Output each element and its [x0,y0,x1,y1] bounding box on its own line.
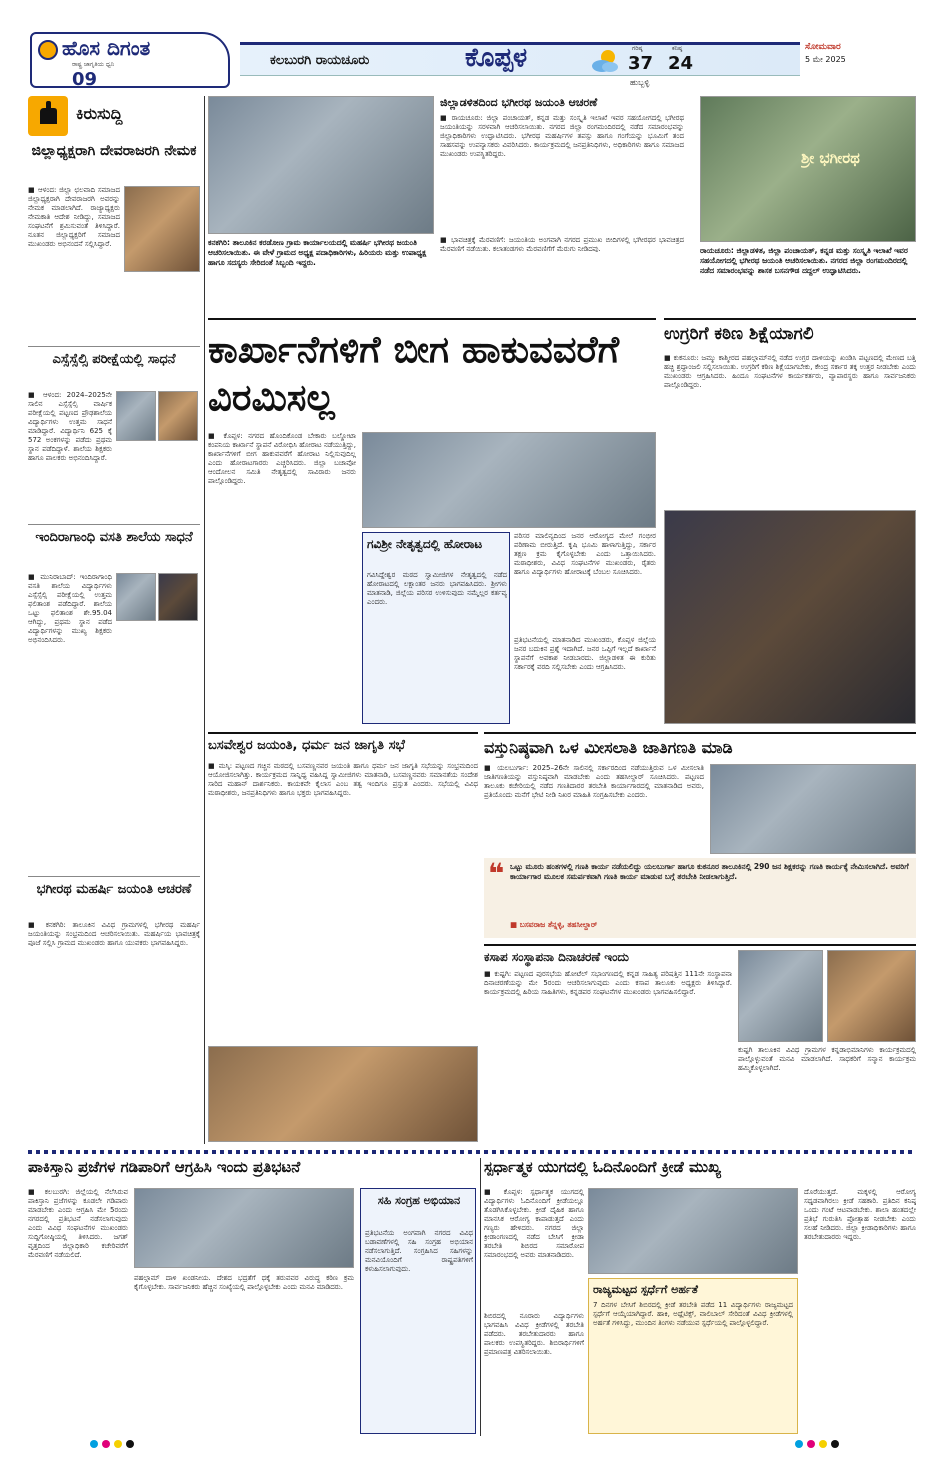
protest-photo [362,432,656,528]
jatiganati-body: ■ ಯಲಬುರ್ಗಾ: 2025–26ನೇ ಸಾಲಿನಲ್ಲಿ ಸರ್ಕಾರದಿಂದ ನಡೆಯುತ್ತಿರುವ ಒಳ ಮೀಸಲಾತಿ ಜಾತಿಗಣತಿಯನ್ನು ವಸ್ತುನಿಷ್ಠವಾಗಿ ಮಾಡಬೇಕು ಎಂದು ತಹಸೀಲ್ದಾರ್ ಸೂಚಿಸಿದರು. ಪಟ್ಟಣದ ತಾಲೂಕು ಕಚೇರಿಯಲ್ಲಿ ನಡೆದ ಗಣತಿದಾರರ ತರಬೇತಿ ಕಾರ್ಯಾಗಾರದಲ್ಲಿ ಮಾತನಾಡಿದ ಅವರು, ಪ್ರತಿಯೊಂದು ಮನೆಗೆ ಭೇಟಿ ನೀಡಿ ನಿಖರ ಮಾಹಿತಿ ಸಂಗ್ರಹಿಸಬೇಕು ಎಂದರು. [484,764,704,799]
seers-photo [208,1046,478,1142]
top-story-center [440,96,684,298]
logo-block[interactable] [30,32,230,88]
item-headline: ಭಗೀರಥ ಮಹರ್ಷಿ ಜಯಂತಿ ಆಚರಣೆ [36,882,192,897]
pakistan-body: ■ ಕಲಬುರಗಿ: ಜಿಲ್ಲೆಯಲ್ಲಿ ನೆಲೆಸಿರುವ ಪಾಕಿಸ್ತಾನಿ ಪ್ರಜೆಗಳನ್ನು ಕೂಡಲೇ ಗಡಿಪಾರು ಮಾಡಬೇಕು ಎಂದು ಆಗ್ರಹಿಸಿ ಮೇ 5ರಂದು ನಗರದಲ್ಲಿ ಪ್ರತಿಭಟನೆ ನಡೆಸಲಾಗುವುದು ಎಂದು ವಿವಿಧ ಸಂಘಟನೆಗಳ ಮುಖಂಡರು ಸುದ್ದಿಗೋಷ್ಠಿಯಲ್ಲಿ ತಿಳಿಸಿದರು. ಜಗತ್ ವೃತ್ತದಿಂದ ಜಿಲ್ಲಾಧಿಕಾರಿ ಕಚೇರಿವರೆಗೆ ಮೆರವಣಿಗೆ ನಡೆಯಲಿದೆ. [28,1188,128,1259]
registration-dot [114,1440,122,1448]
lead-body-2: ಪರಿಸರ ಮಾಲಿನ್ಯದಿಂದ ಜನರ ಆರೋಗ್ಯದ ಮೇಲೆ ಗಂಭೀರ ಪರಿಣಾಮ ಬೀರುತ್ತಿದೆ. ಕೃಷಿ ಭೂಮಿ ಹಾಳಾಗುತ್ತಿದ್ದು, ಸರ್ಕಾರ ತಕ್ಷಣ ಕ್ರಮ ಕೈಗೊಳ್ಳಬೇಕು ಎಂದು ಒತ್ತಾಯಿಸಿದರು. ಮಠಾಧೀಶರು, ವಿವಿಧ ಸಂಘಟನೆಗಳ ಮುಖಂಡರು, ರೈತರು ಹಾಗೂ ವಿದ್ಯಾರ್ಥಿಗಳು ಹೋರಾಟಕ್ಕೆ ಬೆಂಬಲ ಸೂಚಿಸಿದರು. [514,532,656,576]
kasapa-story [484,944,916,1144]
sports-body: ■ ಕೊಪ್ಪಳ: ಸ್ಪರ್ಧಾತ್ಮಕ ಯುಗದಲ್ಲಿ ವಿದ್ಯಾರ್ಥಿಗಳು ಓದಿನೊಂದಿಗೆ ಕ್ರೀಡೆಯಲ್ಲೂ ತೊಡಗಿಸಿಕೊಳ್ಳಬೇಕು. ಕ್ರೀಡೆ ದೈಹಿಕ ಹಾಗೂ ಮಾನಸಿಕ ಆರೋಗ್ಯ ಕಾಪಾಡುತ್ತದೆ ಎಂದು ಗಣ್ಯರು ಹೇಳಿದರು. ನಗರದ ಜಿಲ್ಲಾ ಕ್ರೀಡಾಂಗಣದಲ್ಲಿ ನಡೆದ ಬೇಸಿಗೆ ಕ್ರೀಡಾ ತರಬೇತಿ ಶಿಬಿರದ ಸಮಾರೋಪ ಸಮಾರಂಭದಲ್ಲಿ ಅವರು ಮಾತನಾಡಿದರು. [484,1188,584,1259]
registration-dot [831,1440,839,1448]
top-story-left [208,96,434,298]
list-item [28,876,200,1136]
temp-min: 24 [668,53,694,74]
story-sub-body: ■ ಭಾವಚಿತ್ರಕ್ಕೆ ಮೆರವಣಿಗೆ: ಜಯಂತಿಯ ಅಂಗವಾಗಿ ನಗರದ ಪ್ರಮುಖ ಬೀದಿಗಳಲ್ಲಿ ಭಗೀರಥರ ಭಾವಚಿತ್ರದ ಮೆರವಣಿಗೆ ನಡೆಯಿತು. ಕಲಾತಂಡಗಳು ಮೆರವಣಿಗೆಗೆ ಮೆರುಗು ನೀಡಿದವು. [440,236,684,253]
basaveshwara-story [208,732,478,1144]
item-body: ■ ಆಳಂದ: ಜಿಲ್ಲಾ ಛಲವಾದಿ ಸಮಾಜದ ಜಿಲ್ಲಾಧ್ಯಕ್ಷರಾಗಿ ದೇವರಾಜರಗಿ ಅವರನ್ನು ನೇಮಕ ಮಾಡಲಾಗಿದೆ. ರಾಜ್ಯಾಧ್ಯಕ್ಷರು ನೇಮಕಾತಿ ಆದೇಶ ನೀಡಿದ್ದು, ಸಮಾಜದ ಸಂಘಟನೆಗೆ ಶ್ರಮಿಸುವಂತೆ ತಿಳಿಸಿದ್ದಾರೆ. ನೂತನ ಜಿಲ್ಲಾಧ್ಯಕ್ಷರಿಗೆ ಸಮಾಜದ ಮುಖಂಡರು ಅಭಿನಂದನೆ ಸಲ್ಲಿಸಿದ್ದಾರೆ. [28,186,120,248]
masthead [0,0,945,92]
temp-max: 37 [628,53,654,74]
section-divider-stripe [28,1150,916,1154]
quote-author: ■ ಬಸವರಾಜ ತೆನ್ನಳ್ಳಿ, ತಹಸೀಲ್ದಾರ್ [510,920,598,929]
date-block [805,42,915,76]
sports-box [588,1278,798,1434]
kirusuddi-header [28,96,200,136]
jatiganati-headline: ವಸ್ತುನಿಷ್ಠವಾಗಿ ಒಳ ಮೀಸಲಾತಿ ಜಾತಿಗಣತಿ ಮಾಡಿ [484,738,733,757]
story-headline: ಜಿಲ್ಲಾಡಳಿತದಿಂದ ಭಗೀರಥ ಜಯಂತಿ ಆಚರಣೆ [440,96,598,109]
item-body: ■ ಕನಕಗಿರಿ: ತಾಲೂಕಿನ ವಿವಿಧ ಗ್ರಾಮಗಳಲ್ಲಿ ಭಗೀರಥ ಮಹರ್ಷಿ ಜಯಂತಿಯನ್ನು ಸಂಭ್ರಮದಿಂದ ಆಚರಿಸಲಾಯಿತು. ಮಹರ್ಷಿಯ ಭಾವಚಿತ್ರಕ್ಕೆ ಪೂಜೆ ಸಲ್ಲಿಸಿ ಗ್ರಾಮದ ಮುಖಂಡರು ಹಾಗೂ ಯುವಕರು ಭಾಗವಹಿಸಿದ್ದರು. [28,921,200,947]
lead-story [208,318,656,726]
item-headline: ಎಸ್ಸೆಸ್ಸೆಲ್ಸಿ ಪರೀಕ್ಷೆಯಲ್ಲಿ ಸಾಧನೆ [52,352,176,367]
sports-headline: ಸ್ಪರ್ಧಾತ್ಮಕ ಯುಗದಲ್ಲಿ ಓದಿನೊಂದಿಗೆ ಕ್ರೀಡೆ ಮುಖ್ಯ [484,1158,721,1176]
sidebox-headline: ಸಹಿ ಸಂಗ್ರಹ ಅಭಿಯಾನ [377,1194,461,1207]
kasapa-side-text: ಕುಷ್ಟಗಿ ತಾಲೂಕಿನ ವಿವಿಧ ಗ್ರಾಮಗಳ ಕನ್ನಡಾಭಿಮಾನಿಗಳು ಕಾರ್ಯಕ್ರಮದಲ್ಲಿ ಪಾಲ್ಗೊಳ್ಳುವಂತೆ ಮನವಿ ಮಾಡಲಾಗಿದೆ. ಸಾಧಕರಿಗೆ ಸನ್ಮಾನ ಕಾರ್ಯಕ್ರಮ ಹಮ್ಮಿಕೊಳ್ಳಲಾಗಿದೆ. [738,1046,916,1072]
item-headline: ಇಂದಿರಾಗಾಂಧಿ ವಸತಿ ಶಾಲೆಯ ಸಾಧನೆ [35,530,193,545]
region-cities: ಕಲಬುರಗಿ ರಾಯಚೂರು [270,53,370,68]
portrait-photo [124,186,200,272]
pakistan-story [28,1158,476,1436]
registration-dot [126,1440,134,1448]
quote-icon: ❝ [488,860,505,884]
student-photo [158,573,198,621]
sun-cloud-icon [590,47,620,75]
sports-body-2: ಶಿಬಿರದಲ್ಲಿ ನೂರಾರು ವಿದ್ಯಾರ್ಥಿಗಳು ಭಾಗವಹಿಸಿ ವಿವಿಧ ಕ್ರೀಡೆಗಳಲ್ಲಿ ತರಬೇತಿ ಪಡೆದರು. ತರಬೇತುದಾರರು ಹಾಗೂ ಪಾಲಕರು ಉಪಸ್ಥಿತರಿದ್ದರು. ಶಿಬಿರಾರ್ಥಿಗಳಿಗೆ ಪ್ರಮಾಣಪತ್ರ ವಿತರಿಸಲಾಯಿತು. [484,1312,584,1356]
temp-max-label: ಗರಿಷ್ಠ [632,45,643,52]
finger-icon [28,96,68,136]
sports-story [484,1158,916,1436]
column-divider [204,96,205,1144]
registration-dot [90,1440,98,1448]
group-photo [208,96,434,234]
list-item [28,346,200,518]
ugra-story [664,318,916,726]
pakistan-headline: ಪಾಕಿಸ್ತಾನಿ ಪ್ರಜೆಗಳ ಗಡಿಪಾರಿಗೆ ಆಗ್ರಹಿಸಿ ಇಂದು ಪ್ರತಿಭಟನೆ [28,1158,301,1176]
ugra-body: ■ ಕುಕನೂರು: ಜಮ್ಮು ಕಾಶ್ಮೀರದ ಪಹಲ್ಗಾಮ್‌ನಲ್ಲಿ ನಡೆದ ಉಗ್ರರ ದಾಳಿಯನ್ನು ಖಂಡಿಸಿ ಪಟ್ಟಣದಲ್ಲಿ ಮೇಣದ ಬತ್ತಿ ಹಚ್ಚಿ ಶ್ರದ್ಧಾಂಜಲಿ ಸಲ್ಲಿಸಲಾಯಿತು. ಉಗ್ರರಿಗೆ ಕಠಿಣ ಶಿಕ್ಷೆಯಾಗಬೇಕು, ಕೇಂದ್ರ ಸರ್ಕಾರ ತಕ್ಕ ಉತ್ತರ ನೀಡಬೇಕು ಎಂದು ಮುಖಂಡರು ಆಗ್ರಹಿಸಿದರು. ಹಿಂದೂ ಸಂಘಟನೆಗಳ ಕಾರ್ಯಕರ್ತರು, ವ್ಯಾಪಾರಸ್ಥರು ಹಾಗೂ ಸಾರ್ವಜನಿಕರು ಪಾಲ್ಗೊಂಡಿದ್ದರು. [664,354,916,389]
photo-caption: ಕನಕಗಿರಿ: ತಾಲೂಕಿನ ಕರಡೋಣ ಗ್ರಾಮ ಕಾರ್ಯಾಲಯದಲ್ಲಿ ಮಹರ್ಷಿ ಭಗೀರಥ ಜಯಂತಿ ಆಚರಿಸಲಾಯಿತು. ಈ ವೇಳೆ ಗ್ರಾಮದ ಅಧ್ಯಕ್ಷ ಪದಾಧಿಕಾರಿಗಳು, ಹಿರಿಯರು ಮತ್ತು ಉಪಾಧ್ಯಕ್ಷ ಹಾಗೂ ಸದಸ್ಯರು ಸೇರಿದಂತೆ ಸಿಬ್ಬಂದಿ ಇದ್ದರು. [208,238,427,267]
student-photo [116,391,156,441]
training-photo [710,764,916,854]
ugra-headline: ಉಗ್ರರಿಗೆ ಕಠಿಣ ಶಿಕ್ಷೆಯಾಗಲಿ [664,324,814,344]
city-name: ಹುಬ್ಬಳ್ಳಿ [630,78,650,87]
kasapa-body: ■ ಕುಷ್ಟಗಿ: ಪಟ್ಟಣದ ಪುರಸಭೆಯ ಹೋಟೆಲ್ ಸಭಾಂಗಣದಲ್ಲಿ ಕನ್ನಡ ಸಾಹಿತ್ಯ ಪರಿಷತ್ತಿನ 111ನೇ ಸಂಸ್ಥಾಪನಾ ದಿನಾಚರಣೆಯನ್ನು ಮೇ 5ರಂದು ಆಚರಿಸಲಾಗುವುದು ಎಂದು ಕಸಾಪ ತಾಲೂಕು ಅಧ್ಯಕ್ಷರು ತಿಳಿಸಿದ್ದಾರೆ. ಕಾರ್ಯಕ್ರಮದಲ್ಲಿ ಹಿರಿಯ ಸಾಹಿತಿಗಳು, ಕನ್ನಡಪರ ಸಂಘಟನೆಗಳ ಮುಖಂಡರು ಭಾಗವಹಿಸಲಿದ್ದಾರೆ. [484,970,732,996]
registration-dot [102,1440,110,1448]
kasapa-headline: ಕಸಾಪ ಸಂಸ್ಥಾಪನಾ ದಿನಾಚರಣೆ ಇಂದು [484,950,629,964]
sports-body-3: ದೊರೆಯುತ್ತದೆ. ಮಕ್ಕಳಲ್ಲಿ ಆರೋಗ್ಯ ಸಧೃಡವಾಗಿರಲು ಕ್ರೀಡೆ ಸಹಕಾರಿ. ಪ್ರತಿದಿನ ಕನಿಷ್ಠ ಒಂದು ಗಂಟೆ ಆಟವಾಡಬೇಕು. ಶಾಲಾ ಹಂತದಲ್ಲೇ ಪ್ರತಿಭೆ ಗುರುತಿಸಿ ಪ್ರೋತ್ಸಾಹ ನೀಡಬೇಕು ಎಂದು ಸಲಹೆ ನೀಡಿದರು. ಜಿಲ್ಲಾ ಕ್ರೀಡಾಧಿಕಾರಿಗಳು ಹಾಗೂ ತರಬೇತುದಾರರು ಇದ್ದರು. [804,1188,916,1241]
lead-body-3: ಪ್ರತಿಭಟನೆಯಲ್ಲಿ ಮಾತನಾಡಿದ ಮುಖಂಡರು, ಕೊಪ್ಪಳ ಜಿಲ್ಲೆಯ ಜನರ ಬದುಕಿನ ಪ್ರಶ್ನೆ ಇದಾಗಿದೆ. ಜನರ ಒಪ್ಪಿಗೆ ಇಲ್ಲದೆ ಕಾರ್ಖಾನೆ ಸ್ಥಾಪನೆಗೆ ಅವಕಾಶ ನೀಡಬಾರದು. ಜಿಲ್ಲಾಡಳಿತ ಈ ಕುರಿತು ಸರ್ಕಾರಕ್ಕೆ ವರದಿ ಸಲ್ಲಿಸಬೇಕು ಎಂದು ಆಗ್ರಹಿಸಿದರು. [514,636,656,671]
edition-name: ಕೊಪ್ಪಳ [465,43,528,73]
item-headline: ಜಿಲ್ಲಾಧ್ಯಕ್ಷರಾಗಿ ದೇವರಾಜರಗಿ ನೇಮಕ [31,143,197,159]
footer-registration-dots [90,1440,140,1452]
date-text: 5 ಮೇ 2025 [805,55,846,64]
registration-dot [807,1440,815,1448]
item-body: ■ ಮುನಿರಾಬಾದ್: ಇಂದಿರಾಗಾಂಧಿ ವಸತಿ ಶಾಲೆಯ ವಿದ್ಯಾರ್ಥಿಗಳು ಎಸ್ಸೆಸ್ಸೆಲ್ಸಿ ಪರೀಕ್ಷೆಯಲ್ಲಿ ಉತ್ತಮ ಫಲಿತಾಂಶ ಪಡೆದಿದ್ದಾರೆ. ಶಾಲೆಯ ಒಟ್ಟು ಫಲಿತಾಂಶ ಶೇ.95.04 ಆಗಿದ್ದು, ಪ್ರಥಮ ಸ್ಥಾನ ಪಡೆದ ವಿದ್ಯಾರ್ಥಿಗಳನ್ನು ಮುಖ್ಯ ಶಿಕ್ಷಕರು ಅಭಿನಂದಿಸಿದರು. [28,573,112,644]
story-body: ■ ರಾಯಚೂರು: ಜಿಲ್ಲಾ ಪಂಚಾಯತ್, ಕನ್ನಡ ಮತ್ತು ಸಂಸ್ಕೃತಿ ಇಲಾಖೆ ಇವರ ಸಹಯೋಗದಲ್ಲಿ ಭಗೀರಥ ಜಯಂತಿಯನ್ನು ಸರಳವಾಗಿ ಆಚರಿಸಲಾಯಿತು. ನಗರದ ಜಿಲ್ಲಾ ರಂಗಮಂದಿರದಲ್ಲಿ ನಡೆದ ಸಮಾರಂಭವನ್ನು ಜಿಲ್ಲಾಧಿಕಾರಿಗಳು ಉದ್ಘಾಟಿಸಿದರು. ಭಗೀರಥ ಮಹರ್ಷಿಗಳ ತಪಸ್ಸು ಹಾಗೂ ಗಂಗೆಯನ್ನು ಭೂಮಿಗೆ ತಂದ ಸಾಹಸವನ್ನು ಉಪನ್ಯಾಸಕರು ವಿವರಿಸಿದರು. ಕಾರ್ಯಕ್ರಮದಲ್ಲಿ ಜನಪ್ರತಿನಿಧಿಗಳು, ಅಧಿಕಾರಿಗಳು ಹಾಗೂ ಸಮಾಜದ ಮುಖಂಡರು ಉಪಸ್ಥಿತರಿದ್ದರು. [440,114,684,158]
ceremony-photo [700,96,916,242]
photo-caption: ರಾಯಚೂರು: ಜಿಲ್ಲಾಡಳಿತ, ಜಿಲ್ಲಾ ಪಂಚಾಯತ್, ಕನ್ನಡ ಮತ್ತು ಸಂಸ್ಕೃತಿ ಇಲಾಖೆ ಇವರ ಸಹಯೋಗದಲ್ಲಿ ಭಗೀರಥ ಜಯಂತಿ ಆಚರಿಸಲಾಯಿತು. ನಗರದ ಜಿಲ್ಲಾ ರಂಗಮಂದಿರದಲ್ಲಿ ನಡೆದ ಸಮಾರಂಭವನ್ನು ಶಾಸಕ ಬಸನಗೌಡ ದದ್ದಲ್ ಉದ್ಘಾಟಿಸಿದರು. [700,246,908,275]
student-photo [116,573,156,621]
item-body: ■ ಆಳಂದ: 2024–2025ನೇ ಸಾಲಿನ ಎಸ್ಸೆಸ್ಸೆಲ್ಸಿ ವಾರ್ಷಿಕ ಪರೀಕ್ಷೆಯಲ್ಲಿ ಪಟ್ಟಣದ ಪ್ರೌಢಶಾಲೆಯ ವಿದ್ಯಾರ್ಥಿಗಳು ಉತ್ತಮ ಸಾಧನೆ ಮಾಡಿದ್ದಾರೆ. ವಿದ್ಯಾರ್ಥಿನಿ 625 ಕ್ಕೆ 572 ಅಂಕಗಳನ್ನು ಪಡೆದು ಪ್ರಥಮ ಸ್ಥಾನ ಪಡೆದಿದ್ದಾಳೆ. ಶಾಲೆಯ ಶಿಕ್ಷಕರು ಹಾಗೂ ಪಾಲಕರು ಅಭಿನಂದಿಸಿದ್ದಾರೆ. [28,391,112,462]
top-story-right [700,96,916,318]
kirusuddi-column [28,96,200,1144]
pakistan-body-2: ಪಹಲ್ಗಾಮ್ ದಾಳಿ ಖಂಡನೀಯ. ದೇಶದ ಭದ್ರತೆಗೆ ಧಕ್ಕೆ ತರುವವರ ವಿರುದ್ಧ ಕಠಿಣ ಕ್ರಮ ಕೈಗೊಳ್ಳಬೇಕು. ಸಾರ್ವಜನಿಕರು ಹೆಚ್ಚಿನ ಸಂಖ್ಯೆಯಲ್ಲಿ ಪಾಲ್ಗೊಳ್ಳಬೇಕು ಎಂದು ಮನವಿ ಮಾಡಿದರು. [134,1274,354,1291]
edition-band [240,42,800,76]
section-label: ಕಿರುಸುದ್ದಿ [76,104,123,123]
basaveshwara-headline: ಬಸವೇಶ್ವರ ಜಯಂತಿ, ಧರ್ಮ ಜನ ಜಾಗೃತಿ ಸಭೆ [208,738,405,753]
box-body: 7 ದಿನಗಳ ಬೇಸಿಗೆ ಶಿಬಿರದಲ್ಲಿ ಕ್ರೀಡೆ ತರಬೇತಿ ಪಡೆದ 11 ವಿದ್ಯಾರ್ಥಿಗಳು ರಾಜ್ಯಮಟ್ಟದ ಸ್ಪರ್ಧೆಗೆ ಆಯ್ಕೆಯಾಗಿದ್ದಾರೆ. ಹಾಕಿ, ಅಥ್ಲೆಟಿಕ್ಸ್, ವಾಲಿಬಾಲ್ ಸೇರಿದಂತೆ ವಿವಿಧ ಕ್ರೀಡೆಗಳಲ್ಲಿ ಅರ್ಹತೆ ಗಳಿಸಿದ್ದು, ಮುಂದಿನ ತಿಂಗಳು ನಡೆಯುವ ಸ್ಪರ್ಧೆಯಲ್ಲಿ ಪಾಲ್ಗೊಳ್ಳಲಿದ್ದಾರೆ. [593,1301,793,1327]
sports-event-photo [588,1188,798,1274]
lead-body-1: ■ ಕೊಪ್ಪಳ: ನಗರದ ಹೊಂದಿಕೊಂಡ ಬೇಕಾರು ಬಲ್ಡೋಟಾ ಕಂಪನಿಯ ಕಾರ್ಖಾನೆ ಸ್ಥಾಪನೆ ವಿರೋಧಿಸಿ ಹೋರಾಟ ನಡೆಯುತ್ತಿದ್ದು, ಕಾರ್ಖಾನೆಗಳಿಗೆ ಬೀಗ ಹಾಕುವವರೆಗೆ ಹೋರಾಟ ನಿಲ್ಲಿಸುವುದಿಲ್ಲ ಎಂದು ಹೋರಾಟಗಾರರು ಎಚ್ಚರಿಸಿದರು. ಜಿಲ್ಲಾ ಬಚಾವೋ ಆಂದೋಲನ ಸಮಿತಿ ನೇತೃತ್ವದಲ್ಲಿ ಸಾವಿರಾರು ಜನರು ಪಾಲ್ಗೊಂಡಿದ್ದರು. [208,432,356,485]
temp-min-label: ಕನಿಷ್ಠ [672,45,683,52]
box-headline: ರಾಜ್ಯಮಟ್ಟದ ಸ್ಪರ್ಧೆಗೆ ಅರ್ಹತೆ [593,1283,698,1296]
candle-vigil-photo [664,510,916,724]
footer-registration-dots [795,1440,845,1452]
logo-tagline: ರಾಷ್ಟ್ರ ಜಾಗೃತಿಯ ಧ್ವನಿ [72,61,115,68]
registration-dot [795,1440,803,1448]
basaveshwara-body: ■ ಮಸ್ಕಿ: ಪಟ್ಟಣದ ಗಚ್ಚಿನ ಮಠದಲ್ಲಿ ಬಸವಣ್ಣನವರ ಜಯಂತಿ ಹಾಗೂ ಧರ್ಮ ಜನ ಜಾಗೃತಿ ಸಭೆಯನ್ನು ಸಂಭ್ರಮದಿಂದ ಆಯೋಜಿಸಲಾಗಿತ್ತು. ಕಾರ್ಯಕ್ರಮದ ಸಾನ್ನಿಧ್ಯ ವಹಿಸಿದ್ದ ಸ್ವಾಮೀಜಿಗಳು ಮಾತನಾಡಿ, ಬಸವಣ್ಣನವರು ಸಮಾನತೆಯ ಸಂದೇಶ ಸಾರಿದ ಮಹಾನ್ ದಾರ್ಶನಿಕರು. ಕಾಯಕವೇ ಕೈಲಾಸ ಎಂಬ ತತ್ವ ಇಂದಿಗೂ ಪ್ರಸ್ತುತ ಎಂದರು. ಸಭೆಯಲ್ಲಿ ವಿವಿಧ ಮಠಾಧೀಶರು, ಜನಪ್ರತಿನಿಧಿಗಳು ಹಾಗೂ ಭಕ್ತರು ಭಾಗವಹಿಸಿದ್ದರು. [208,762,478,797]
banner-text: ಶ್ರೀ ಭಗೀರಥ [801,149,860,167]
registration-dot [819,1440,827,1448]
logo-emblem-icon [38,40,58,60]
list-item [28,142,200,342]
jatiganati-story [484,732,916,938]
column-divider [480,1158,481,1436]
sidebox-headline: ಗವಿಶ್ರೀ ನೇತೃತ್ವದಲ್ಲಿ ಹೋರಾಟ [367,537,483,551]
page-number: 09 [72,69,98,88]
logo-text: ಹೊಸ ದಿಗಂತ [62,36,151,60]
sidebox-body: ಗವಿಸಿದ್ದೇಶ್ವರ ಮಠದ ಸ್ವಾಮೀಜಿಗಳ ನೇತೃತ್ವದಲ್ಲಿ ನಡೆದ ಹೋರಾಟದಲ್ಲಿ ಲಕ್ಷಾಂತರ ಜನರು ಭಾಗವಹಿಸಿದರು. ಶ್ರೀಗಳು ಮಾತನಾಡಿ, ಜಿಲ್ಲೆಯ ಪರಿಸರ ಉಳಿಸುವುದು ನಮ್ಮೆಲ್ಲರ ಕರ್ತವ್ಯ ಎಂದರು. [367,571,507,606]
kasapa-photo [827,950,916,1042]
lead-sidebox [362,532,510,724]
quote-text: ಒಟ್ಟು ಮೂರು ಹಂತಗಳಲ್ಲಿ ಗಣತಿ ಕಾರ್ಯ ನಡೆಯಲಿದ್ದು ಯಲಬುರ್ಗಾ ಹಾಗೂ ಕುಕನೂರ ತಾಲೂಕಿನಲ್ಲಿ 290 ಜನ ಶಿಕ್ಷಕರನ್ನು ಗಣತಿ ಕಾರ್ಯಕ್ಕೆ ನೇಮಿಸಲಾಗಿದೆ. ಅವರಿಗೆ ಕಾರ್ಯಾಗಾರ ಮೂಲಕ ಸಮರ್ಪಕವಾಗಿ ಗಣತಿ ಕಾರ್ಯ ಮಾಡುವ ಬಗ್ಗೆ ತರಬೇತಿ ನೀಡಲಾಗುತ್ತಿದೆ. [510,862,909,881]
kasapa-photo [738,950,823,1042]
day-name: ಸೋಮವಾರ [805,42,841,52]
student-photo [158,391,198,441]
quote-box [484,858,916,938]
lead-headline: ಕಾರ್ಖಾನೆಗಳಿಗೆ ಬೀಗ ಹಾಕುವವರೆಗೆ ವಿರಮಿಸಲ್ಲ [208,328,620,419]
sidebox-body: ಪ್ರತಿಭಟನೆಯ ಅಂಗವಾಗಿ ನಗರದ ವಿವಿಧ ಬಡಾವಣೆಗಳಲ್ಲಿ ಸಹಿ ಸಂಗ್ರಹ ಅಭಿಯಾನ ನಡೆಸಲಾಗುತ್ತಿದೆ. ಸಂಗ್ರಹಿಸಿದ ಸಹಿಗಳನ್ನು ಮನವಿಯೊಂದಿಗೆ ರಾಷ್ಟ್ರಪತಿಗಳಿಗೆ ಕಳುಹಿಸಲಾಗುವುದು. [365,1229,473,1273]
list-item [28,524,200,712]
press-meet-photo [134,1188,354,1268]
pakistan-sidebox [360,1188,476,1434]
